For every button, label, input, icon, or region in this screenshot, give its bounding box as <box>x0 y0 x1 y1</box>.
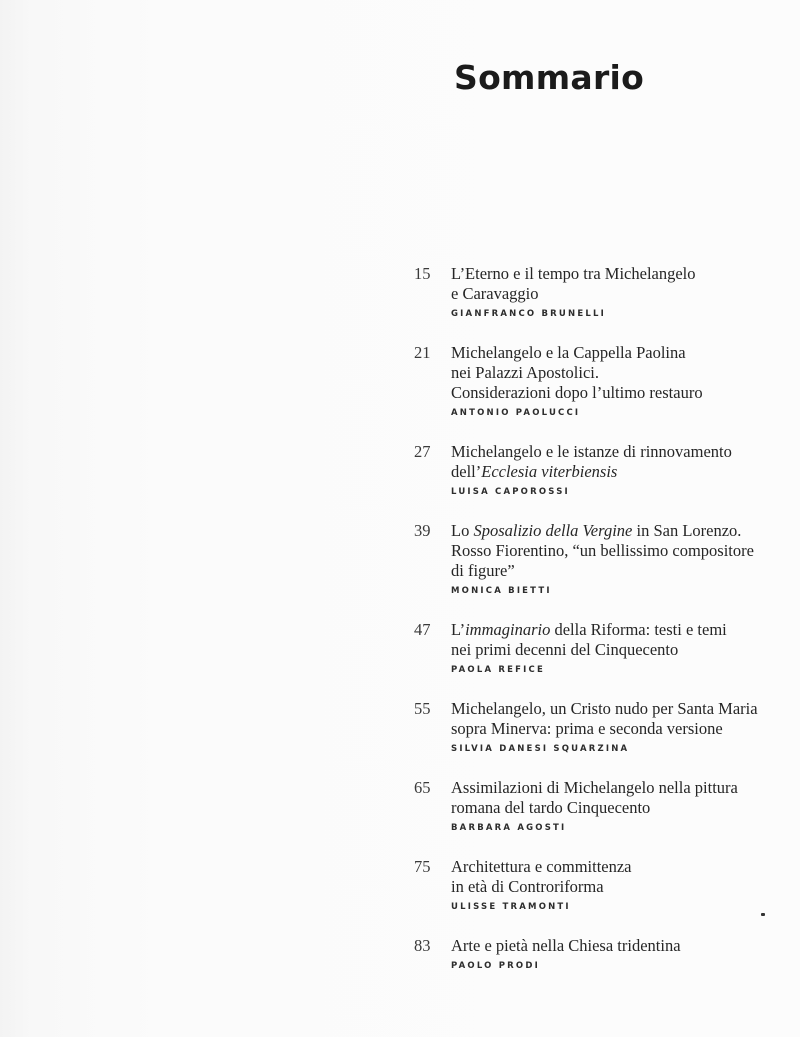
toc-entry <box>414 699 794 754</box>
toc-entry-title <box>451 442 794 482</box>
toc-entry-title <box>451 343 794 403</box>
toc-entry-title <box>451 778 794 818</box>
toc-title-line <box>451 541 794 561</box>
toc-entry-title <box>451 521 794 581</box>
toc-title-italic: immaginario <box>465 620 551 639</box>
toc-title-text: della Riforma: testi e temi <box>550 620 727 639</box>
toc-page-number: 65 <box>414 778 431 797</box>
toc-entry <box>414 620 794 675</box>
toc-entry <box>414 778 794 833</box>
toc-title-text: Michelangelo, un Cristo nudo per Santa Maria <box>451 699 758 718</box>
toc-title-line <box>451 442 794 462</box>
toc-author: ANTONIO PAOLUCCI <box>451 408 581 418</box>
toc-author: SILVIA DANESI SQUARZINA <box>451 744 630 754</box>
toc-title-line <box>451 462 794 482</box>
toc-entry <box>414 264 794 319</box>
toc-title-line <box>451 264 794 284</box>
toc-title-text: L’ <box>451 620 466 639</box>
toc-page-number: 21 <box>414 343 431 362</box>
toc-title-text: nei Palazzi Apostolici. <box>451 363 600 382</box>
toc-title-text: Considerazioni dopo l’ultimo restauro <box>451 383 703 402</box>
toc-author: BARBARA AGOSTI <box>451 823 567 833</box>
toc-title-line <box>451 936 794 956</box>
toc-author: MONICA BIETTI <box>451 586 552 596</box>
toc-entry <box>414 343 794 418</box>
toc-title-line <box>451 343 794 363</box>
toc-title-line <box>451 383 794 403</box>
toc-title-line <box>451 561 794 581</box>
toc-page-number: 39 <box>414 521 431 540</box>
toc-title-text: romana del tardo Cinquecento <box>451 798 651 817</box>
toc-title-text: in San Lorenzo. <box>632 521 742 540</box>
toc-title-line <box>451 857 794 877</box>
toc-title-text: Michelangelo e le istanze di rinnovamento <box>451 442 732 461</box>
toc-page-number: 27 <box>414 442 431 461</box>
toc-entry <box>414 521 794 596</box>
toc-title-text: Michelangelo e la Cappella Paolina <box>451 343 686 362</box>
toc-title-line <box>451 719 794 739</box>
toc-entry-title <box>451 699 794 739</box>
toc-page-number: 83 <box>414 936 431 955</box>
table-of-contents <box>414 264 794 995</box>
toc-entry-title <box>451 620 794 660</box>
toc-entry <box>414 442 794 497</box>
toc-title-text: e Caravaggio <box>451 284 539 303</box>
toc-title-text: di figure” <box>451 561 515 580</box>
toc-title-line <box>451 363 794 383</box>
toc-author: ULISSE TRAMONTI <box>451 902 571 912</box>
print-speck <box>761 913 765 916</box>
toc-author: GIANFRANCO BRUNELLI <box>451 309 606 319</box>
toc-title-line <box>451 284 794 304</box>
toc-title-line <box>451 798 794 818</box>
toc-author: LUISA CAPOROSSI <box>451 487 570 497</box>
toc-entry-title <box>451 857 794 897</box>
toc-title-line <box>451 877 794 897</box>
toc-title-italic: Sposalizio della Vergine <box>473 521 633 540</box>
toc-title-text: in età di Controriforma <box>451 877 604 896</box>
toc-entry <box>414 936 794 971</box>
toc-title-text: dell’ <box>451 462 482 481</box>
toc-title-text: Assimilazioni di Michelangelo nella pittura <box>451 778 738 797</box>
page-title: Sommario <box>454 58 645 97</box>
toc-author: PAOLO PRODI <box>451 961 540 971</box>
toc-page-number: 75 <box>414 857 431 876</box>
toc-title-text: Rosso Fiorentino, “un bellissimo compositore <box>451 541 754 560</box>
toc-author: PAOLA REFICE <box>451 665 545 675</box>
toc-entry-title <box>451 264 794 304</box>
toc-title-italic: Ecclesia viterbiensis <box>481 462 618 481</box>
toc-page-number: 47 <box>414 620 431 639</box>
toc-page-number: 55 <box>414 699 431 718</box>
toc-title-text: nei primi decenni del Cinquecento <box>451 640 679 659</box>
toc-title-line <box>451 778 794 798</box>
toc-title-line <box>451 521 794 541</box>
toc-page-number: 15 <box>414 264 431 283</box>
toc-title-text: Architettura e committenza <box>451 857 632 876</box>
toc-title-text: Arte e pietà nella Chiesa tridentina <box>451 936 681 955</box>
toc-title-text: sopra Minerva: prima e seconda versione <box>451 719 723 738</box>
toc-title-line <box>451 640 794 660</box>
toc-title-line <box>451 620 794 640</box>
toc-entry-title <box>451 936 794 956</box>
toc-title-text: Lo <box>451 521 474 540</box>
toc-title-text: L’Eterno e il tempo tra Michelangelo <box>451 264 696 283</box>
toc-entry <box>414 857 794 912</box>
toc-title-line <box>451 699 794 719</box>
